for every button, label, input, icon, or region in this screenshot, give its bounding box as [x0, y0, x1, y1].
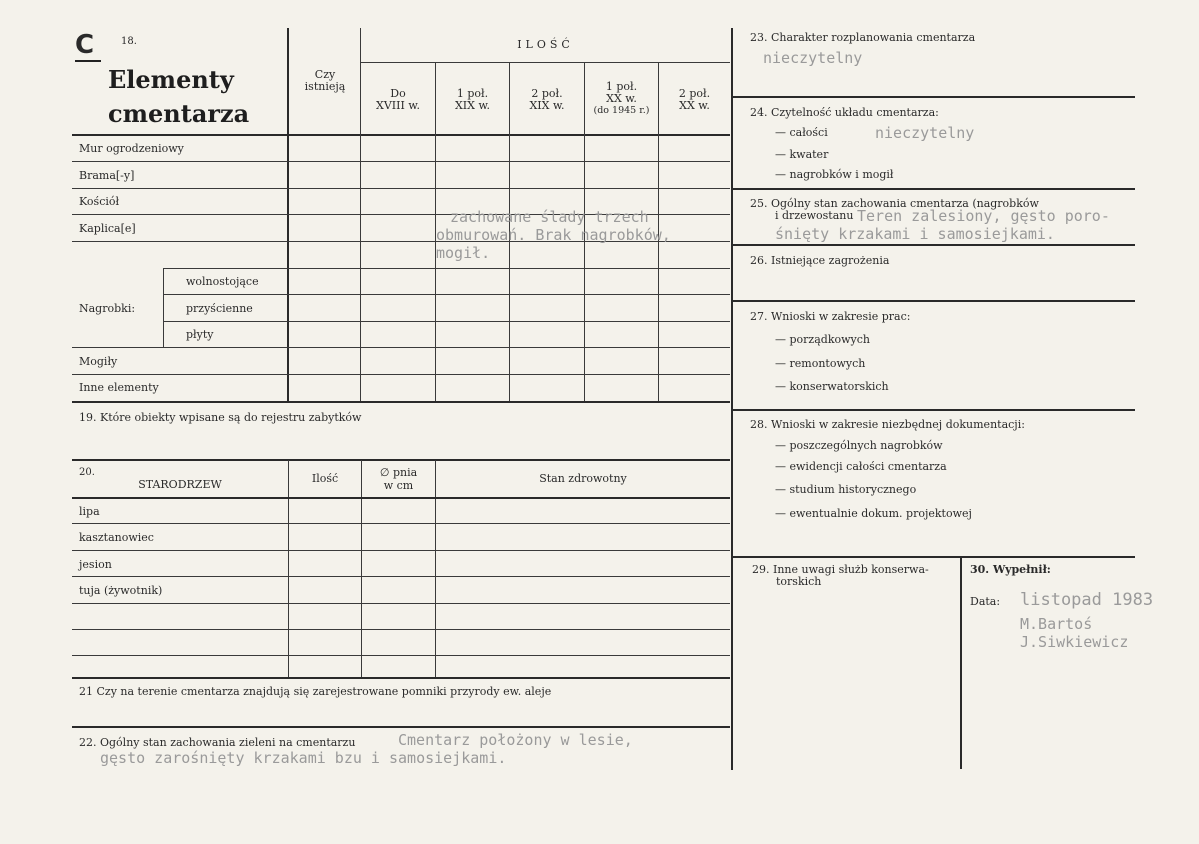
question-23: 23. Charakter rozplanowania cmentarza [750, 31, 976, 44]
question-30: 30. Wypełnił: [970, 563, 1051, 576]
question-19: 19. Które obiekty wpisane są do rejestru zabytków [79, 411, 362, 424]
typed-name-1: M.Bartoś [1020, 615, 1093, 633]
row-nagrobki: Nagrobki: [79, 302, 136, 315]
question-21: 21 Czy na terenie cmentarza znajdują się zarejestrowane pomniki przyrody ew. aleje [79, 685, 552, 698]
question-26: 26. Istniejące zagrożenia [750, 254, 890, 267]
center-divider [731, 28, 733, 770]
nagrobki-plyty: płyty [186, 328, 214, 341]
pnia-header-line1: ∅ pnia [379, 466, 418, 479]
tree-kasztanowiec: kasztanowiec [79, 531, 154, 544]
question-28: 28. Wnioski w zakresie niezbędnej dokumentacji: [750, 418, 1025, 431]
period-5-line2: XX w. [679, 99, 710, 112]
typed-q25-line1: Teren zalesiony, gęsto poro- [857, 207, 1110, 225]
typed-name-2: J.Siwkiewicz [1020, 633, 1129, 651]
data-label: Data: [970, 595, 1001, 608]
row-mogily: Mogiły [79, 355, 118, 368]
period-4-line1: 1 poł. [605, 80, 638, 93]
period-4-line2: XX w. [606, 92, 637, 105]
period-4-line3: (do 1945 r.) [593, 105, 650, 116]
field-number-18: 18. [121, 36, 137, 47]
row-kosciol: Kościół [79, 195, 120, 208]
row-kaplica: Kaplica[e] [79, 222, 136, 235]
field-number-20: 20. [79, 467, 95, 478]
row-line [72, 161, 730, 162]
row-line [72, 655, 730, 656]
q23-bottom-line [733, 96, 1135, 98]
q28-projektowej: — ewentualnie dokum. projektowej [775, 507, 972, 520]
typed-q22-line1: Cmentarz położony w lesie, [398, 731, 633, 749]
period-2-line2: XIX w. [454, 99, 491, 112]
typed-date: listopad 1983 [1020, 590, 1154, 610]
question-27: 27. Wnioski w zakresie prac: [750, 310, 911, 323]
row-line [288, 268, 730, 269]
typed-elements-line2: obmurowań. Brak nagrobków, [436, 226, 671, 244]
q28-ewidencji: — ewidencji całości cmentarza [775, 460, 947, 473]
typed-q24: nieczytelny [875, 124, 975, 142]
czy-istnieja-line2: istnieją [304, 80, 346, 93]
czy-istnieja-line1: Czy [314, 68, 336, 81]
row-brama: Brama[-y] [79, 169, 135, 182]
nagrobki-top-line [163, 268, 288, 269]
tree-lipa: lipa [79, 505, 100, 518]
q24-kwater: — kwater [775, 148, 829, 161]
section-title-line2: cmentarza [108, 99, 250, 128]
question-25-line1: 25. Ogólny stan zachowania cmentarza (nagrobków [750, 197, 1039, 210]
q24-calosci: — całości [775, 126, 828, 139]
table20-divider [288, 460, 289, 677]
typed-q25-line2: śnięty krzakami i samosiejkami. [775, 225, 1055, 243]
q24-bottom-line [733, 188, 1135, 190]
question-29-line1: 29. Inne uwagi służb konserwa- [752, 563, 929, 576]
period-5-line1: 2 poł. [678, 87, 711, 100]
table18-divider [360, 28, 361, 402]
q27-remontowych: — remontowych [775, 357, 866, 370]
table20-divider [361, 460, 362, 677]
row-inne-elementy: Inne elementy [79, 381, 159, 394]
pnia-header-line2: w cm [383, 479, 414, 492]
tree-tuja: tuja (żywotnik) [79, 584, 163, 597]
stan-header: Stan zdrowotny [539, 472, 627, 485]
question-25-line2: i drzewostanu [775, 209, 854, 222]
q28-nagrobkow: — poszczególnych nagrobków [775, 439, 943, 452]
q25-bottom-line [733, 244, 1135, 246]
section-letter: C [75, 30, 101, 62]
table18-divider [287, 28, 289, 402]
nagrobki-wolnostojace: wolnostojące [186, 275, 259, 288]
row-line [72, 374, 730, 375]
q24-nagrobkow: — nagrobków i mogił [775, 168, 894, 181]
row-line [72, 677, 730, 679]
row-line [72, 629, 730, 630]
q19-bottom-line [72, 459, 730, 461]
q28-bottom-line [733, 556, 1135, 558]
ilosc-underline [361, 62, 730, 63]
period-3-line2: XIX w. [529, 99, 565, 112]
row-line [164, 294, 730, 295]
q27-porzadkowych: — porządkowych [775, 333, 870, 346]
row-line [72, 550, 730, 551]
row-line [72, 603, 730, 604]
period-3-line1: 2 poł. [531, 87, 563, 100]
row-mur-ogrodzeniowy: Mur ogrodzeniowy [79, 142, 184, 155]
period-1-line2: XVIII w. [376, 99, 420, 112]
table20-header-bottom [72, 497, 730, 499]
q29-q30-divider [960, 557, 962, 769]
q27-konserwatorskich: — konserwatorskich [775, 380, 889, 393]
ilosc-header: ILOŚĆ [517, 38, 574, 51]
q21-bottom-line [72, 726, 730, 728]
ilosc2-header: Ilość [311, 472, 339, 485]
section-title-line1: Elementy [108, 65, 234, 94]
period-2-line1: 1 poł. [456, 87, 489, 100]
typed-elements-line1: zachowane ślady trzech [450, 208, 649, 226]
starodrzew-header: STARODRZEW [138, 478, 222, 491]
row-line [164, 321, 730, 322]
question-22: 22. Ogólny stan zachowania zieleni na cmentarzu [79, 736, 356, 749]
table20-divider [435, 460, 436, 677]
table18-header-bottom [72, 134, 730, 136]
q28-studium: — studium historycznego [775, 483, 917, 496]
tree-jesion: jesion [79, 558, 112, 571]
q27-bottom-line [733, 409, 1135, 411]
question-24: 24. Czytelność układu cmentarza: [750, 106, 939, 119]
row-line [72, 347, 730, 348]
row-line [72, 188, 730, 189]
nagrobki-divider [163, 268, 164, 348]
typed-elements-line3: mogił. [436, 244, 491, 262]
typed-q23: nieczytelny [763, 49, 863, 67]
question-29-line2: torskich [776, 575, 822, 588]
period-1-line1: Do [390, 87, 406, 100]
typed-q22-line2: gęsto zarośnięty krzakami bzu i samosiejkami. [100, 749, 507, 767]
q26-bottom-line [733, 300, 1135, 302]
row-line [72, 576, 730, 577]
row-line [72, 523, 730, 524]
row-line [72, 401, 730, 403]
nagrobki-przyscienne: przyścienne [186, 302, 253, 315]
